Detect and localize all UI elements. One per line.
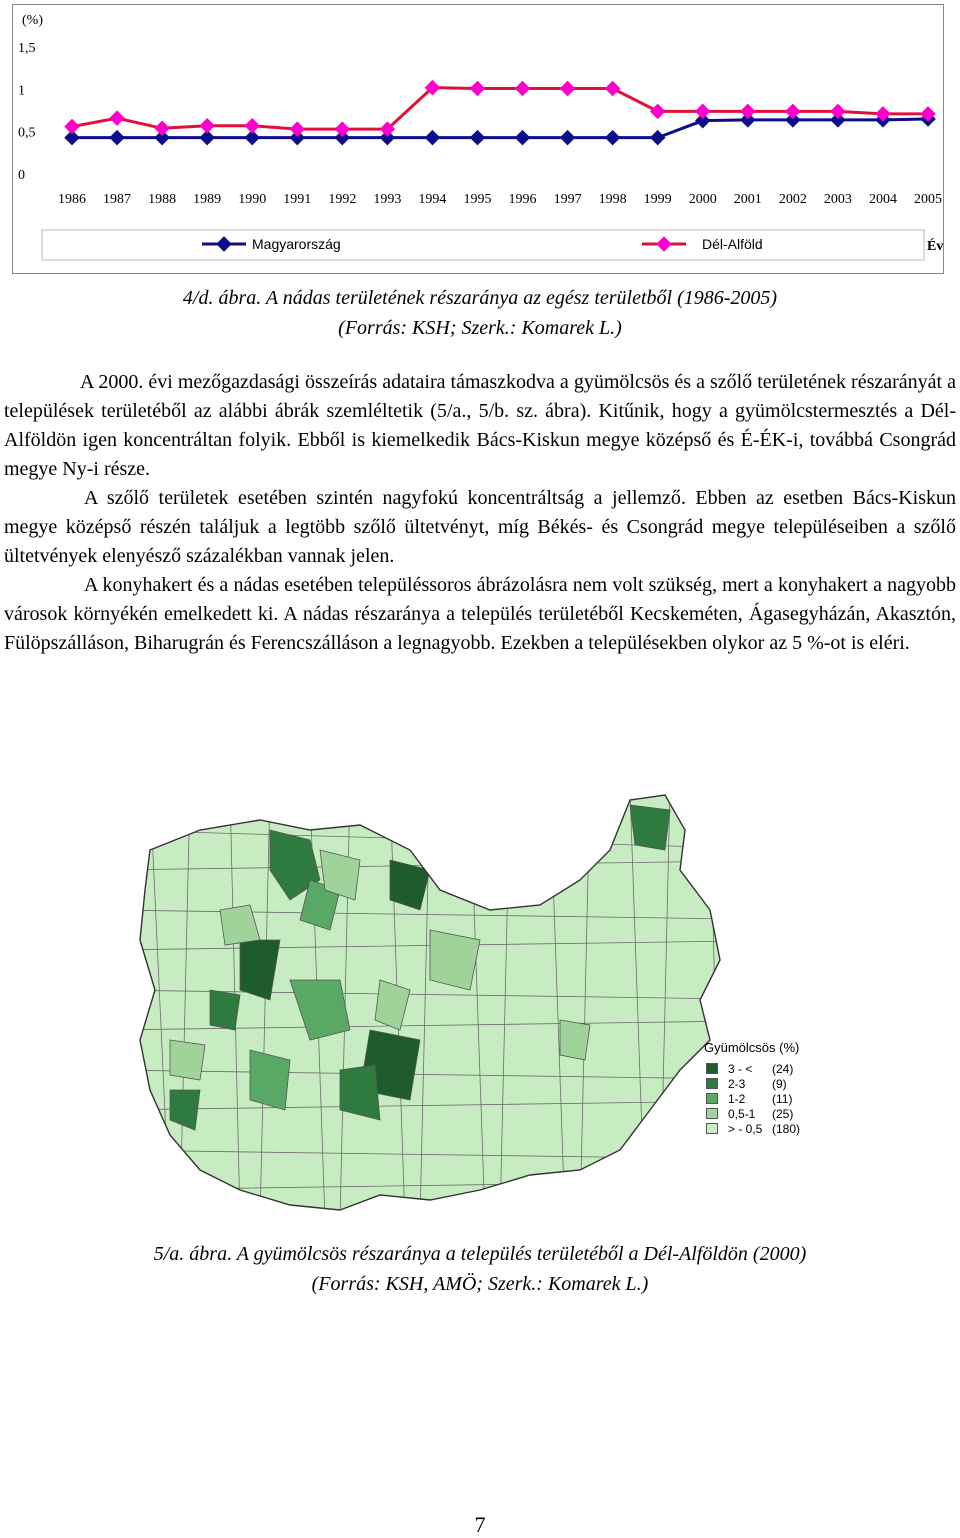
y-tick-label: 0 bbox=[18, 168, 25, 183]
map-legend-item bbox=[706, 1122, 801, 1136]
legend-range-label: 3 - < bbox=[728, 1062, 753, 1076]
line-chart bbox=[12, 4, 944, 274]
figure-caption-2-line2: (Forrás: KSH, AMÖ; Szerk.: Komarek L.) bbox=[311, 1273, 649, 1295]
legend-range-label: 2-3 bbox=[728, 1077, 746, 1091]
legend-range-label: 1-2 bbox=[728, 1092, 746, 1106]
x-tick-label: 1996 bbox=[508, 192, 537, 207]
map-legend-item bbox=[706, 1062, 798, 1076]
paragraph-2: A szőlő területek esetében szintén nagyfokú koncentráltság a jellemző. Ebben az esetben Bács-Kiskun megye középső részén találjuk a legtöbb szőlő ültetvényt, míg Békés- és Csongrád megye településeiben a szőlő ültetvények elenyésző százalékban vannak jelen. bbox=[4, 487, 956, 567]
page-number: 7 bbox=[474, 1512, 486, 1537]
legend-range-label: > - 0,5 bbox=[728, 1122, 763, 1136]
map-legend bbox=[700, 1040, 800, 1140]
x-tick-label: 1987 bbox=[103, 192, 132, 207]
paragraph-1: A 2000. évi mezőgazdasági összeírás adataira támaszkodva a gyümölcsös és a szőlő területének részarányát a települések területéből az alábbi ábrák szemléltetik (5/a., 5/b. sz. ábra). Kitűnik, hogy a gyümölcstermesztés a Dél-Alföldön igen koncentráltan folyik. Ebből is kiemelkedik Bács-Kiskun megye középső és É-ÉK-i, továbbá Csongrád megye Ny-i része. bbox=[4, 371, 956, 480]
chart-svg bbox=[12, 4, 944, 274]
legend-range-label: 0,5-1 bbox=[728, 1107, 756, 1121]
x-tick-label: 2005 bbox=[914, 192, 942, 207]
legend-label: Dél-Alföld bbox=[702, 236, 763, 252]
x-tick-label: 1994 bbox=[418, 192, 447, 207]
x-axis-label: Év bbox=[927, 239, 944, 254]
x-tick-label: 1990 bbox=[238, 192, 267, 207]
x-tick-label: 1995 bbox=[463, 192, 492, 207]
map-regions bbox=[110, 790, 810, 1220]
legend-swatch bbox=[706, 1123, 718, 1134]
legend-label: Magyarország bbox=[252, 236, 341, 252]
body-text bbox=[4, 368, 956, 658]
x-tick-label: 2002 bbox=[778, 192, 807, 207]
legend-count: (24) bbox=[772, 1062, 794, 1076]
legend-swatch bbox=[706, 1093, 718, 1104]
figure-caption-line2: (Forrás: KSH; Szerk.: Komarek L.) bbox=[338, 317, 622, 339]
figure-caption-2-line1: 5/a. ábra. A gyümölcsös részaránya a település területéből a Dél-Alföldön (2000) bbox=[153, 1243, 807, 1265]
x-tick-label: 1991 bbox=[283, 192, 312, 207]
legend-count: (11) bbox=[772, 1092, 793, 1106]
figure-caption-line1: 4/d. ábra. A nádas területének részaránya az egész területből (1986-2005) bbox=[182, 287, 778, 309]
x-tick-label: 1989 bbox=[193, 192, 222, 207]
x-tick-label: 1998 bbox=[598, 192, 627, 207]
legend-box bbox=[42, 230, 924, 260]
x-tick-label: 2004 bbox=[868, 192, 897, 207]
y-tick-label: 1,5 bbox=[18, 41, 36, 56]
x-tick-label: 2001 bbox=[733, 192, 762, 207]
paragraph-3: A konyhakert és a nádas esetében településsoros ábrázolásra nem volt szükség, mert a konyhakert a nagyobb városok környékén emelkedett ki. A nádas részaránya a település területéből Kecskeméten, Ágasegyházán, Akasztón, Fülöpszálláson, Biharugrán és Ferencszálláson a legnagyobb. Ezekben a településekben olykor az 5 %-ot is eléri. bbox=[4, 574, 956, 654]
legend-swatch bbox=[706, 1063, 718, 1074]
y-axis-label: (%) bbox=[22, 13, 43, 28]
x-tick-label: 1999 bbox=[643, 192, 672, 207]
choropleth-map bbox=[110, 790, 810, 1220]
legend-count: (25) bbox=[772, 1107, 794, 1121]
y-tick-label: 1 bbox=[18, 83, 25, 99]
map-legend-item bbox=[706, 1107, 798, 1121]
legend-swatch bbox=[706, 1108, 718, 1119]
legend-count: (180) bbox=[772, 1122, 801, 1136]
x-tick-label: 1986 bbox=[58, 192, 86, 207]
y-tick-label: 0,5 bbox=[18, 125, 36, 141]
map-legend-item bbox=[706, 1092, 798, 1106]
x-tick-label: 2003 bbox=[823, 192, 852, 207]
map-legend-item bbox=[706, 1077, 798, 1091]
x-tick-label: 2000 bbox=[688, 192, 717, 207]
x-tick-label: 1988 bbox=[148, 192, 177, 207]
x-tick-label: 1993 bbox=[373, 192, 402, 207]
map-legend-title: Gyümölcsös (%) bbox=[704, 1040, 800, 1055]
x-tick-label: 1992 bbox=[328, 192, 357, 207]
legend-swatch bbox=[706, 1078, 718, 1089]
x-tick-label: 1997 bbox=[553, 192, 582, 207]
legend-count: (9) bbox=[772, 1077, 787, 1091]
map-svg bbox=[110, 790, 810, 1220]
